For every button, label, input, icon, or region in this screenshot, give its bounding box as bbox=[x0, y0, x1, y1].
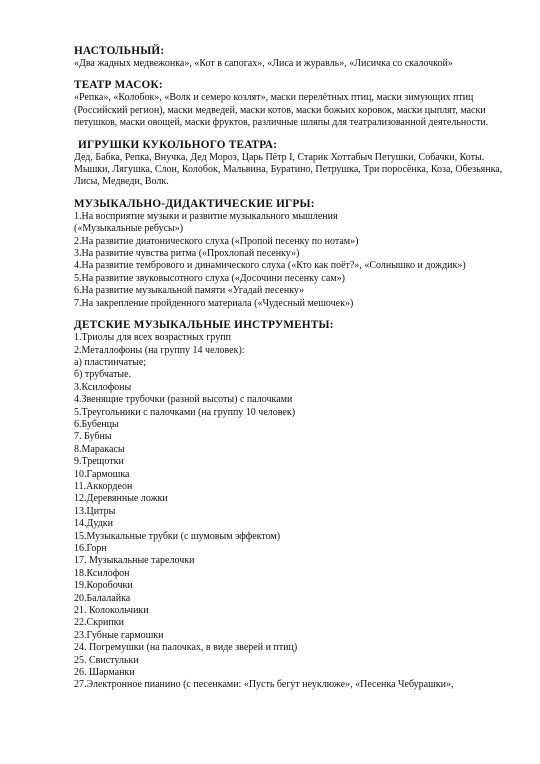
section-teatr-masok bbox=[74, 79, 514, 129]
section-text: «Репка», «Колобок», «Волк и семеро козлят», маски перелётных птиц, маски зимующих птиц (Российский регион), маски медведей, маски котов, маски божьих коровок, маски цыплят, маски петушков, маски овощей, маски фруктов, различные шляпы для театрализованной деятельности. bbox=[74, 92, 489, 129]
list-item: а) пластинчатые; bbox=[74, 356, 147, 368]
list-item: 27.Электронное пианино (с песенками: «Пусть бегут неуклюже», «Песенка Чебурашки», bbox=[74, 679, 454, 691]
instruments-list bbox=[74, 332, 514, 692]
section-title: ТЕАТР МАСОК: bbox=[74, 79, 163, 92]
section-music-games bbox=[74, 198, 514, 310]
list-item: 15.Музыкальные трубки (с шумовым эффектом) bbox=[74, 530, 281, 542]
list-item: 20.Балалайка bbox=[74, 592, 131, 604]
list-item: 22.Скрипки bbox=[74, 617, 124, 629]
list-item: 7. Бубны bbox=[74, 431, 112, 443]
section-title: ИГРУШКИ КУКОЛЬНОГО ТЕАТРА: bbox=[78, 138, 278, 151]
list-item: 19.Коробочки bbox=[74, 580, 133, 592]
section-instruments bbox=[74, 319, 514, 692]
list-item: 4.Звенящие трубочки (разной высоты) с палочками bbox=[74, 394, 293, 406]
list-item: 5.На развитие звуковысотного слуха («Досочини песенку сам») bbox=[74, 272, 345, 284]
music-games-list bbox=[74, 211, 514, 310]
list-item: 9.Трещотки bbox=[74, 456, 124, 468]
document-page bbox=[74, 45, 514, 692]
list-item: 21. Колокольчики bbox=[74, 605, 149, 617]
list-item: 26. Шарманки bbox=[74, 667, 135, 679]
list-item: 6.Бубенцы bbox=[74, 418, 119, 430]
section-text: «Два жадных медвежонка», «Кот в сапогах», «Лиса и журавль», «Лисичка со скалочкой» bbox=[74, 58, 453, 69]
list-item: 12.Деревянные ложки bbox=[74, 493, 168, 505]
list-item: 24. Погремушки (на палочках, в виде зверей и птиц) bbox=[74, 642, 298, 654]
list-item: 11.Аккордеон bbox=[74, 480, 133, 492]
list-item: 18.Ксилофон bbox=[74, 567, 130, 579]
list-item: 2.На развитие диатонического слуха («Пропой песенку по нотам») bbox=[74, 235, 359, 247]
list-item: 3.На развитие чувства ритма («Прохлопай песенку») bbox=[74, 248, 300, 260]
section-title: МУЗЫКАЛЬНО-ДИДАКТИЧЕСКИЕ ИГРЫ: bbox=[74, 197, 315, 210]
list-item: 2.Металлофоны (на группу 14 человек): bbox=[74, 344, 245, 356]
list-item: 1.На восприятие музыки и развитие музыкального мышления bbox=[74, 210, 338, 222]
list-item: 13.Цитры bbox=[74, 505, 116, 517]
section-title: НАСТОЛЬНЫЙ: bbox=[74, 45, 165, 57]
list-item: 8.Маракасы bbox=[74, 443, 125, 455]
list-item: 16.Горн bbox=[74, 543, 107, 554]
section-text: Дед, Бабка, Репка, Внучка, Дед Мороз, Царь Пётр I, Старик Хоттабыч Петушки, Собачки, Коты. Мышки, Лягушка, Слон, Колобок, Мальвина, Буратино, Петрушка, Три поросёнка, Коза, Обезьянка, Лисы, Медведи, Волк. bbox=[74, 151, 503, 188]
list-item: 6.На развитие музыкальной памяти «Угадай песенку» bbox=[74, 285, 305, 297]
list-item: 23.Губные гармошки bbox=[74, 629, 164, 641]
list-item: 25. Свистульки bbox=[74, 654, 139, 666]
list-item: 5.Треугольники с палочками (на группу 10 человек) bbox=[74, 406, 296, 418]
section-nastolny bbox=[74, 45, 514, 70]
list-item: 7.На закрепление пройденного материала («Чудесный мешочек») bbox=[74, 297, 354, 309]
section-puppet-toys bbox=[74, 139, 514, 189]
list-item: («Музыкальные ребусы») bbox=[74, 223, 184, 235]
section-title: ДЕТСКИЕ МУЗЫКАЛЬНЫЕ ИНСТРУМЕНТЫ: bbox=[74, 319, 334, 332]
list-item: 1.Триолы для всех возрастных групп bbox=[74, 332, 231, 344]
list-item: 17. Музыкальные тарелочки bbox=[74, 555, 195, 567]
list-item: 3.Ксилофоны bbox=[74, 381, 132, 393]
list-item: 4.На развитие тембрового и динамического слуха («Кто как поёт?», «Солнышко и дождик») bbox=[74, 260, 466, 272]
list-item: 14.Дудки bbox=[74, 518, 113, 530]
list-item: 10.Гармошка bbox=[74, 468, 130, 480]
list-item: б) трубчатые. bbox=[74, 369, 132, 381]
